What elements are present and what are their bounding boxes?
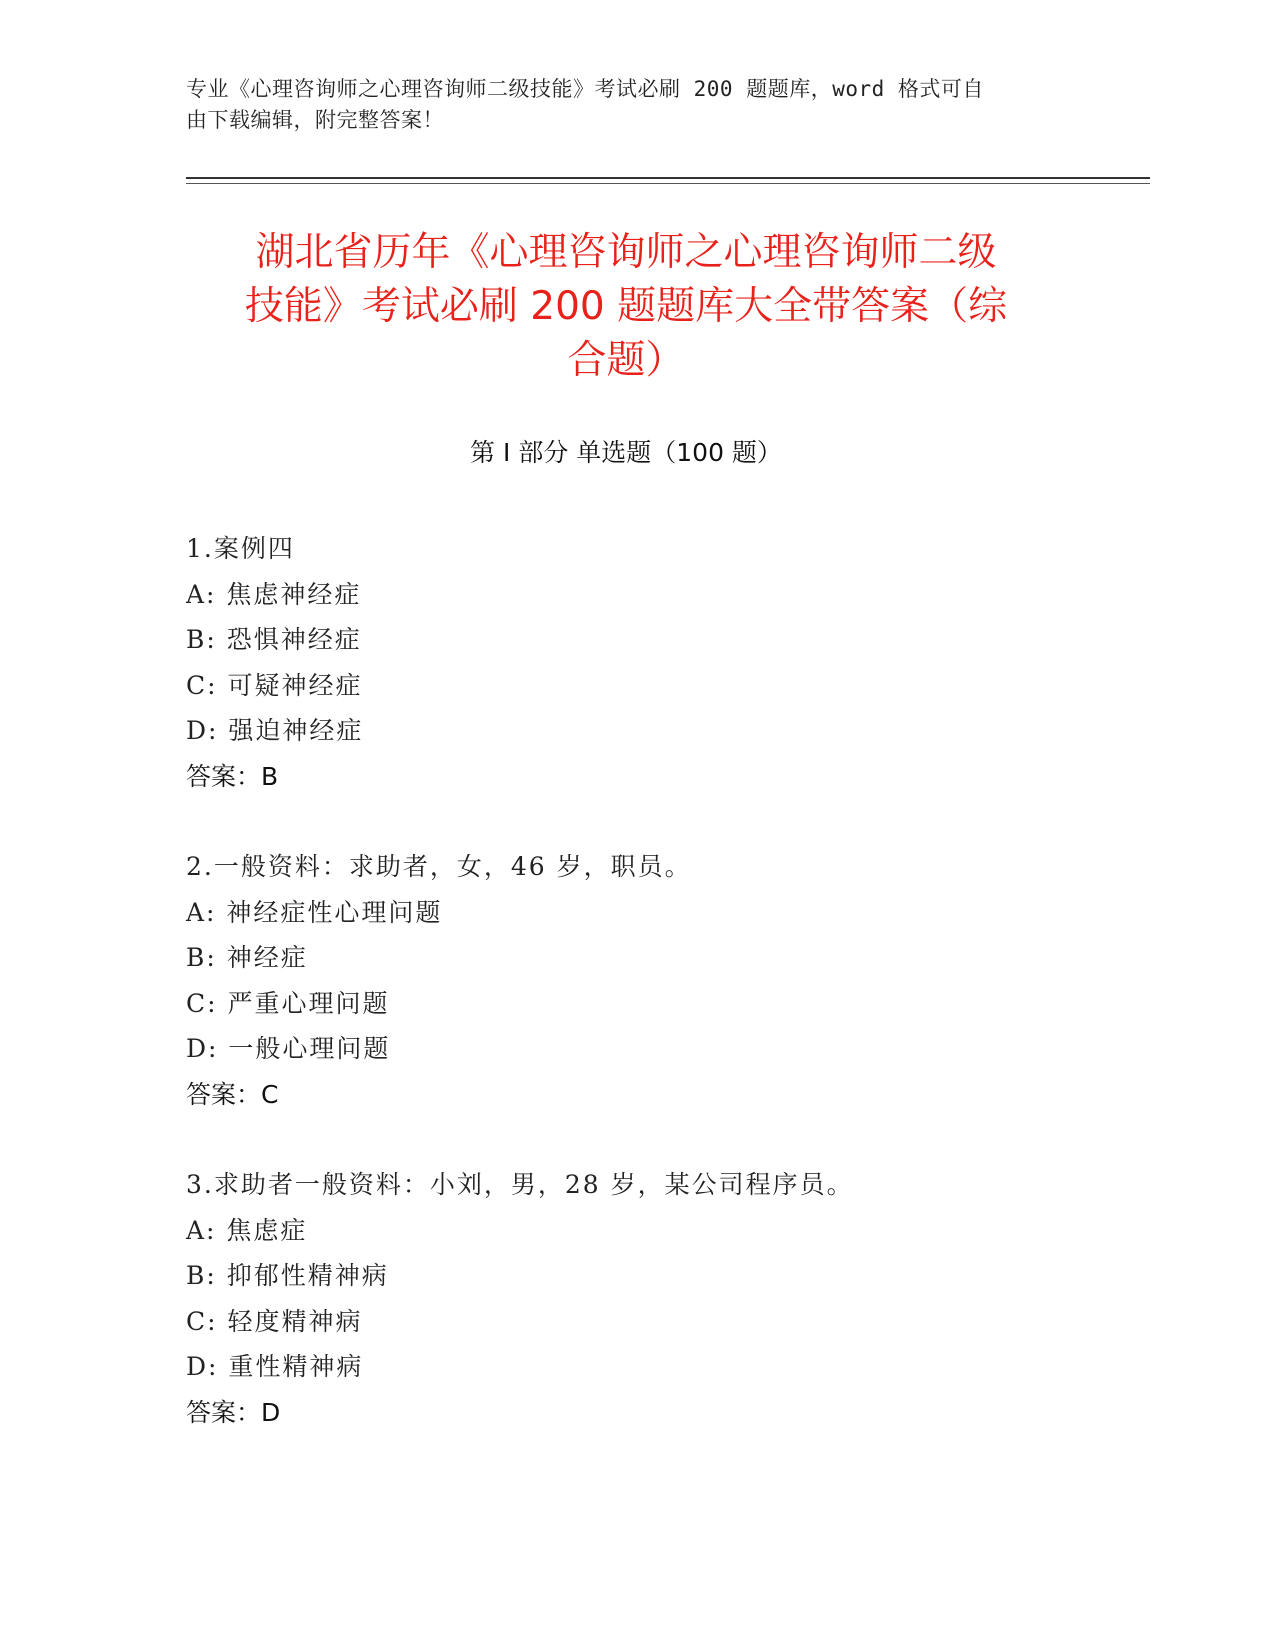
option-b: B: 恐惧神经症	[186, 625, 362, 654]
question-stem: 3.求助者一般资料：小刘，男，28 岁，某公司程序员。	[186, 1170, 854, 1199]
document-title	[186, 226, 1066, 388]
question-1	[186, 526, 1146, 799]
header-note	[186, 74, 1066, 136]
option-d: D: 一般心理问题	[186, 1034, 391, 1063]
document-title-line-2: 技能》考试必刷 200 题题库大全带答案（综	[244, 284, 1008, 329]
question-stem: 2.一般资料：求助者，女，46 岁，职员。	[186, 852, 692, 881]
option-b: B: 神经症	[186, 943, 308, 972]
header-note-line-2: 由下载编辑，附完整答案！	[186, 108, 444, 132]
question-2	[186, 844, 1146, 1117]
question-list	[186, 526, 1146, 1480]
question-3	[186, 1162, 1146, 1435]
answer: 答案：C	[186, 1079, 279, 1109]
option-a: A: 神经症性心理问题	[186, 897, 443, 927]
document-title-line-1: 湖北省历年《心理咨询师之心理咨询师二级	[255, 230, 997, 275]
option-a: A: 焦虑症	[186, 1215, 308, 1245]
option-c: C: 轻度精神病	[186, 1306, 363, 1336]
option-d: D: 重性精神病	[186, 1352, 364, 1381]
answer: 答案：D	[186, 1397, 281, 1427]
option-c: C: 严重心理问题	[186, 988, 390, 1018]
option-c: C: 可疑神经症	[186, 670, 363, 700]
header-divider-thick	[186, 177, 1150, 179]
question-stem: 1.案例四	[186, 534, 295, 563]
option-a: A: 焦虑神经症	[186, 579, 362, 609]
header-note-line-1: 专业《心理咨询师之心理咨询师二级技能》考试必刷 200 题题库，word 格式可自	[186, 77, 984, 101]
answer: 答案：B	[186, 761, 279, 791]
header-divider-thin	[186, 183, 1150, 184]
option-b: B: 抑郁性精神病	[186, 1261, 389, 1290]
option-d: D: 强迫神经症	[186, 716, 364, 745]
document-title-line-3: 合题）	[567, 338, 685, 383]
section-title: 第 I 部分 单选题（100 题）	[470, 438, 782, 467]
